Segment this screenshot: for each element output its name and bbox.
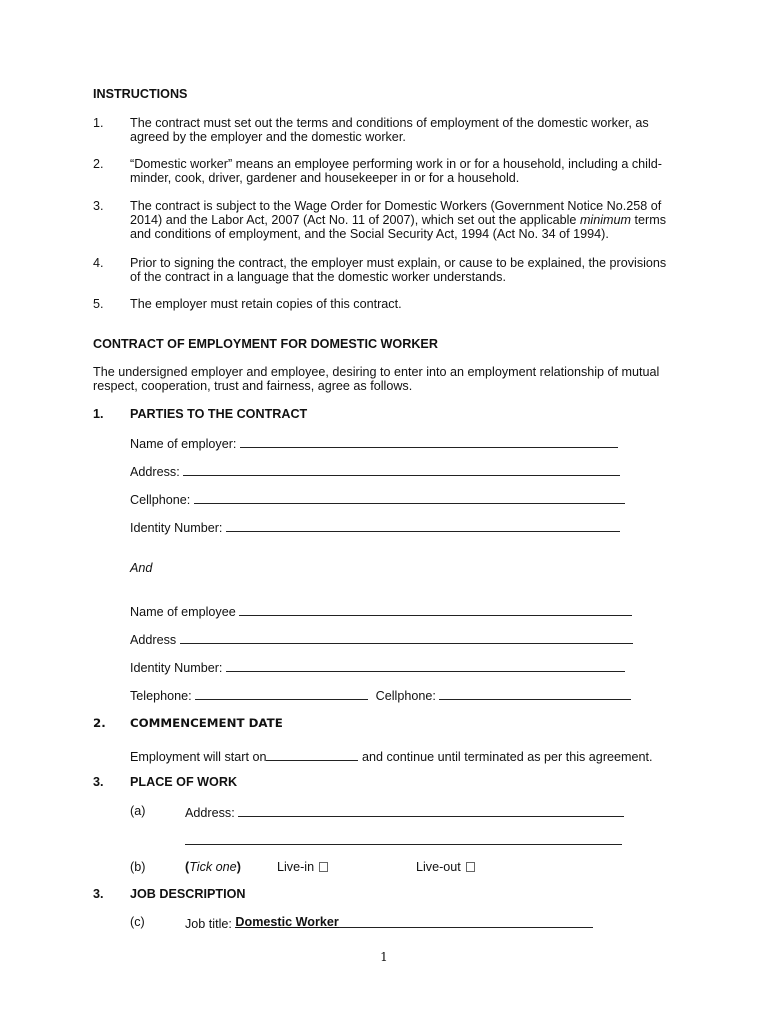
instruction-4-line1: Prior to signing the contract, the employer must explain, or cause to be explained, the provisions <box>130 256 667 270</box>
live-in-option[interactable] <box>277 860 328 874</box>
employee-address-label: Address <box>130 633 177 647</box>
employee-telephone-field[interactable] <box>195 687 368 700</box>
job-title-row <box>185 915 593 931</box>
instruction-2-line1: “Domestic worker” means an employee performing work in or for a household, including a child- <box>130 157 662 171</box>
employer-name-field[interactable] <box>240 435 618 448</box>
instruction-4-line2: of the contract in a language that the domestic worker understands. <box>130 270 506 284</box>
employer-cellphone-row <box>130 491 625 507</box>
employer-address-field[interactable] <box>183 463 620 476</box>
and-separator: And <box>130 561 153 575</box>
instruction-number: 2. <box>93 157 104 171</box>
job-title-value: Domestic Worker <box>235 915 339 929</box>
instruction-3-line3: and conditions of employment, and the Social Security Act, 1994 (Act No. 34 of 1994). <box>130 227 609 241</box>
job-title-field[interactable] <box>235 915 593 928</box>
instruction-number: 3. <box>93 199 104 213</box>
option-b-label: (b) <box>130 860 146 874</box>
live-out-checkbox[interactable] <box>466 862 475 872</box>
commencement-text-start: Employment will start on <box>130 750 267 764</box>
instruction-2-line2: minder, cook, driver, gardener and housekeeper in or for a household. <box>130 171 520 185</box>
employee-id-field[interactable] <box>226 659 625 672</box>
section-number: 3. <box>93 775 104 789</box>
employee-phone-row <box>130 687 631 703</box>
live-in-checkbox[interactable] <box>319 862 328 872</box>
instruction-1-line1: The contract must set out the terms and conditions of employment of the domestic worker, as <box>130 116 649 130</box>
work-address-field-2[interactable] <box>185 832 622 845</box>
employer-cellphone-label: Cellphone: <box>130 493 191 507</box>
work-address-row-2 <box>185 832 622 848</box>
instruction-number: 1. <box>93 116 104 130</box>
place-of-work-heading: PLACE OF WORK <box>130 775 238 789</box>
section-number: 1. <box>93 407 104 421</box>
section-number: 3. <box>93 887 104 901</box>
instructions-heading: INSTRUCTIONS <box>93 87 188 101</box>
employer-name-label: Name of employer: <box>130 437 237 451</box>
instruction-5-line1: The employer must retain copies of this contract. <box>130 297 402 311</box>
instruction-3-line2 <box>130 213 666 227</box>
option-a-label: (a) <box>130 804 146 818</box>
instruction-1-line2: agreed by the employer and the domestic worker. <box>130 130 406 144</box>
employee-telephone-label: Telephone: <box>130 689 192 703</box>
employer-id-field[interactable] <box>226 519 620 532</box>
job-description-heading: JOB DESCRIPTION <box>130 887 246 901</box>
employer-address-row <box>130 463 620 479</box>
contract-intro-line1: The undersigned employer and employee, desiring to enter into an employment relationship of mutual <box>93 365 660 379</box>
employer-id-row <box>130 519 620 535</box>
instruction-3-line2b: terms <box>631 213 666 227</box>
employee-address-field[interactable] <box>180 631 633 644</box>
section-number: 2. <box>93 716 106 730</box>
instruction-number: 5. <box>93 297 104 311</box>
employer-name-row <box>130 435 618 451</box>
employee-id-row <box>130 659 625 675</box>
live-out-option[interactable] <box>416 860 475 874</box>
instruction-3-emphasis: minimum <box>579 213 632 227</box>
employer-id-label: Identity Number: <box>130 521 223 535</box>
instruction-3-line1: The contract is subject to the Wage Order for Domestic Workers (Government Notice No.258 of <box>130 199 662 213</box>
employee-name-label: Name of employee <box>130 605 236 619</box>
live-in-label: Live-in <box>277 860 315 874</box>
work-address-field[interactable] <box>238 804 624 817</box>
commencement-heading: COMMENCEMENT DATE <box>130 716 283 730</box>
page-number: 1 <box>380 950 388 964</box>
employer-address-label: Address: <box>130 465 180 479</box>
commencement-row <box>130 748 653 764</box>
option-c-label: (c) <box>130 915 145 929</box>
live-out-label: Live-out <box>416 860 461 874</box>
instruction-number: 4. <box>93 256 104 270</box>
work-address-row <box>185 804 624 820</box>
employee-name-row <box>130 603 632 619</box>
employee-cellphone-field[interactable] <box>439 687 631 700</box>
employee-address-row <box>130 631 633 647</box>
commencement-text-end: and continue until terminated as per this agreement. <box>358 750 653 764</box>
start-date-field[interactable] <box>266 748 358 761</box>
tick-one-label: (Tick one) <box>185 860 241 874</box>
employee-cellphone-label: Cellphone: <box>375 689 436 703</box>
parties-heading: PARTIES TO THE CONTRACT <box>130 407 308 421</box>
employer-cellphone-field[interactable] <box>194 491 625 504</box>
employee-name-field[interactable] <box>239 603 632 616</box>
contract-intro-line2: respect, cooperation, trust and fairness, agree as follows. <box>93 379 413 393</box>
employee-id-label: Identity Number: <box>130 661 223 675</box>
contract-heading: CONTRACT OF EMPLOYMENT FOR DOMESTIC WORKER <box>93 337 438 351</box>
instruction-3-line2a: 2014) and the Labor Act, 2007 (Act No. 11 of 2007), which set out the applicable <box>130 213 580 227</box>
job-title-label: Job title: <box>185 917 232 931</box>
work-address-label: Address: <box>185 806 235 820</box>
